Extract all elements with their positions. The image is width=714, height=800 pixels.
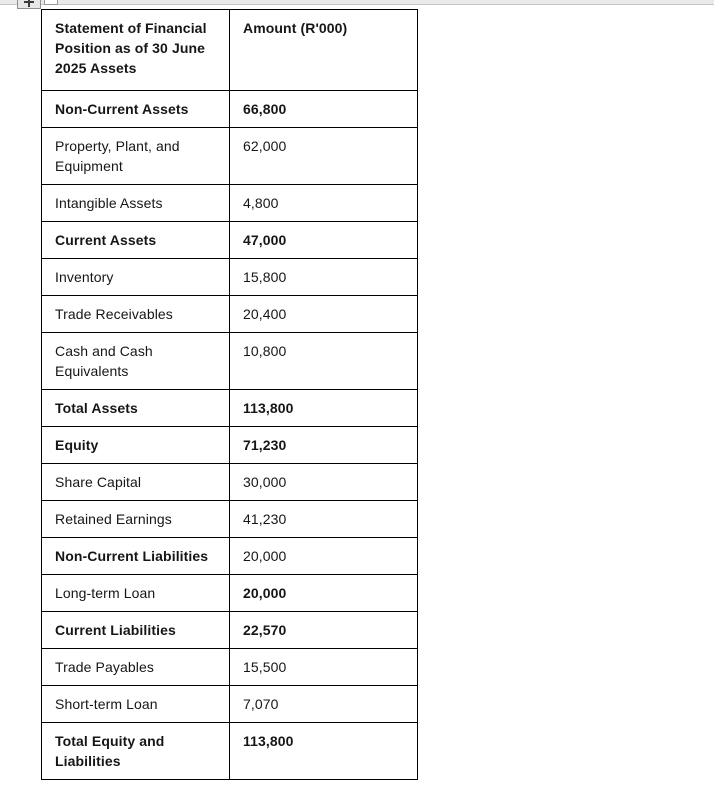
row-label-cell[interactable]: Trade Payables [42, 649, 230, 686]
row-value-cell[interactable]: 41,230 [230, 501, 418, 538]
toolbar-bottom-edge [0, 0, 714, 5]
table-row [42, 464, 418, 501]
row-label-cell[interactable]: Current Assets [42, 222, 230, 259]
row-value-cell[interactable]: 15,500 [230, 649, 418, 686]
row-value-cell[interactable]: 10,800 [230, 333, 418, 390]
row-value-cell[interactable]: 15,800 [230, 259, 418, 296]
row-label-cell[interactable]: Total Assets [42, 390, 230, 427]
row-label-cell[interactable]: Inventory [42, 259, 230, 296]
row-value-cell[interactable]: 62,000 [230, 128, 418, 185]
row-value-cell[interactable]: 30,000 [230, 464, 418, 501]
table-resize-grip[interactable] [44, 0, 58, 5]
row-label-cell[interactable]: Intangible Assets [42, 185, 230, 222]
table-row [42, 128, 418, 185]
financial-position-table-body [42, 10, 418, 780]
row-value-cell[interactable]: 113,800 [230, 390, 418, 427]
table-move-handle-button[interactable] [17, 0, 41, 9]
table-row [42, 259, 418, 296]
table-row [42, 723, 418, 780]
row-value-cell[interactable]: 113,800 [230, 723, 418, 780]
row-value-cell[interactable]: 47,000 [230, 222, 418, 259]
row-label-cell[interactable]: Property, Plant, and Equipment [42, 128, 230, 185]
financial-position-table [41, 9, 418, 780]
row-label-cell[interactable]: Non-Current Assets [42, 91, 230, 128]
row-value-cell[interactable]: 22,570 [230, 612, 418, 649]
table-row [42, 185, 418, 222]
table-header-row [42, 10, 418, 91]
table-row [42, 501, 418, 538]
row-label-cell[interactable]: Equity [42, 427, 230, 464]
row-label-cell[interactable]: Trade Receivables [42, 296, 230, 333]
row-value-cell[interactable]: 71,230 [230, 427, 418, 464]
row-label-cell[interactable]: Total Equity and Liabilities [42, 723, 230, 780]
row-label-cell[interactable]: Current Liabilities [42, 612, 230, 649]
row-value-cell[interactable]: 7,070 [230, 686, 418, 723]
table-row [42, 333, 418, 390]
table-row [42, 686, 418, 723]
table-header-title-cell[interactable]: Statement of Financial Position as of 30 June 2025 Assets [42, 10, 230, 91]
row-value-cell[interactable]: 20,400 [230, 296, 418, 333]
table-row [42, 538, 418, 575]
table-row [42, 612, 418, 649]
move-icon [24, 0, 34, 7]
row-label-cell[interactable]: Short-term Loan [42, 686, 230, 723]
table-row [42, 91, 418, 128]
row-value-cell[interactable]: 20,000 [230, 538, 418, 575]
row-label-cell[interactable]: Long-term Loan [42, 575, 230, 612]
table-row [42, 390, 418, 427]
row-label-cell[interactable]: Non-Current Liabilities [42, 538, 230, 575]
table-row [42, 296, 418, 333]
row-value-cell[interactable]: 66,800 [230, 91, 418, 128]
row-label-cell[interactable]: Cash and Cash Equivalents [42, 333, 230, 390]
table-row [42, 575, 418, 612]
table-header-amount-cell[interactable]: Amount (R'000) [230, 10, 418, 91]
table-row [42, 222, 418, 259]
row-label-cell[interactable]: Retained Earnings [42, 501, 230, 538]
row-value-cell[interactable]: 20,000 [230, 575, 418, 612]
table-row [42, 649, 418, 686]
row-label-cell[interactable]: Share Capital [42, 464, 230, 501]
row-value-cell[interactable]: 4,800 [230, 185, 418, 222]
table-row [42, 427, 418, 464]
